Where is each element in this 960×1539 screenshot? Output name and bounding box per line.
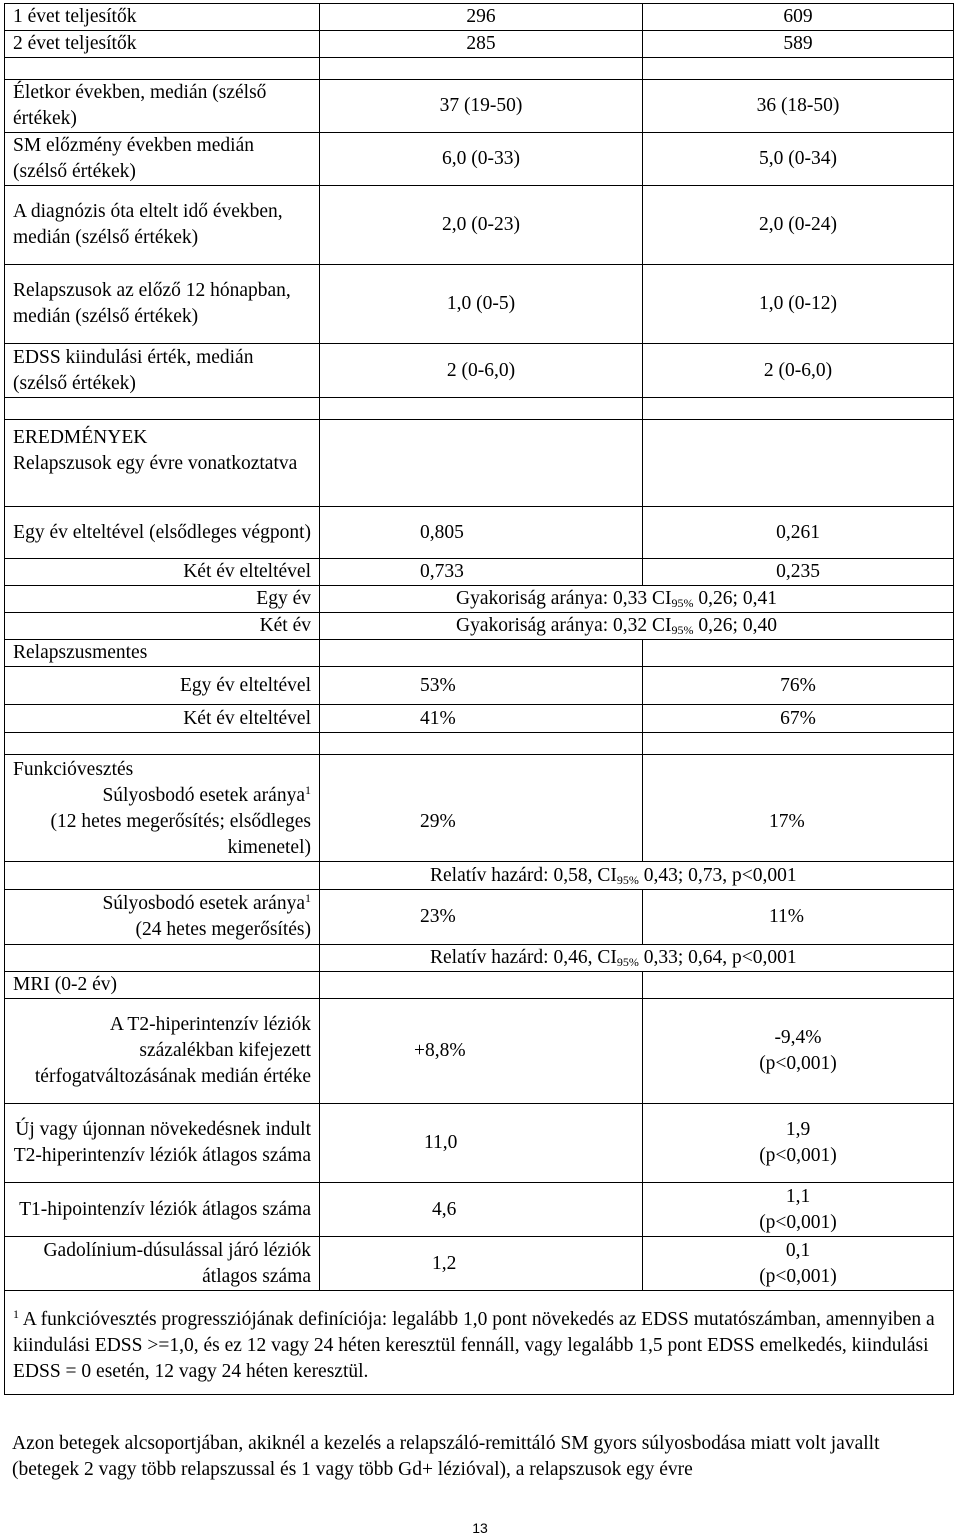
value-cell: 2 (0-6,0)	[320, 344, 643, 398]
label-cell: Életkor években, medián (szélső értékek)	[5, 80, 320, 133]
value-cell: 29%	[320, 755, 643, 862]
label-cell: Relapszusok az előző 12 hónapban, medián (szélső értékek)	[5, 265, 320, 344]
label-cell: Két év	[5, 613, 320, 640]
value-cell: 41%	[320, 705, 643, 733]
label-cell: Egy év	[5, 586, 320, 613]
label-cell: Súlyosbodó esetek aránya$^1$ (24 hetes megerősítés)	[5, 890, 320, 945]
body-paragraph: Azon betegek alcsoportjában, akiknél a kezelés a relapszáló-remittáló SM gyors súlyosbodása miatt volt javallt (betegek 2 vagy több relapszussal és 1 vagy több Gd+ lézióval), a relapszusok egy évre	[12, 1433, 880, 1480]
rate-ratio-cell: Gyakoriság aránya: 0,33 $CI_{95\%}$ 0,26; 0,41	[320, 586, 954, 613]
label-cell: (12 hetes megerősítés; elsődleges kimenetel)	[50, 811, 311, 858]
value-cell: 5,0 (0-34)	[643, 133, 954, 186]
rate-ratio-cell: Gyakoriság aránya: 0,32 $CI_{95\%}$ 0,26; 0,40	[320, 613, 954, 640]
value-cell: 53%	[320, 667, 643, 705]
results-table	[4, 3, 954, 1395]
label-cell: Egy év elteltével (elsődleges végpont)	[5, 507, 320, 559]
value-cell: 0,1 (p<0,001)	[643, 1237, 954, 1291]
label-cell: EDSS kiindulási érték, medián (szélső értékek)	[5, 344, 320, 398]
value-cell: 36 (18-50)	[643, 80, 954, 133]
label-cell: A diagnózis óta eltelt idő években, medián (szélső értékek)	[5, 186, 320, 265]
value-cell: 0,235	[643, 559, 954, 586]
value-cell: 1,9 (p<0,001)	[643, 1104, 954, 1183]
value-cell: 0,261	[643, 507, 954, 559]
section-heading-mri: MRI (0-2 év)	[5, 972, 320, 999]
label-cell: 2 évet teljesítők	[5, 31, 320, 58]
value-cell: 11%	[643, 890, 954, 945]
value-cell: -9,4% (p<0,001)	[643, 999, 954, 1104]
value-cell: 296	[320, 4, 643, 31]
label-cell: 1 évet teljesítők	[5, 4, 320, 31]
label-cell: T1-hipointenzív léziók átlagos száma	[5, 1183, 320, 1237]
value-cell: 1,0 (0-12)	[643, 265, 954, 344]
label-cell: Két év elteltével	[5, 559, 320, 586]
value-cell: 76%	[643, 667, 954, 705]
value-cell: 1,1 (p<0,001)	[643, 1183, 954, 1237]
label-cell: Súlyosbodó esetek aránya$^1$	[102, 783, 311, 806]
value-cell: 2,0 (0-24)	[643, 186, 954, 265]
value-cell: 1,0 (0-5)	[320, 265, 643, 344]
label-cell: Gadolínium-dúsulással járó léziók átlagos száma	[5, 1237, 320, 1291]
value-cell: 67%	[643, 705, 954, 733]
value-cell: 23%	[320, 890, 643, 945]
label-cell: Két év elteltével	[5, 705, 320, 733]
page-number: 13	[472, 1520, 488, 1536]
footnote: $^1$ A funkcióvesztés progressziójának definíciója: legalább 1,0 pont növekedés az EDSS mutatószámban, amennyiben a kiindulási EDSS >=1,0, és ez 12 vagy 24 héten keresztül fennáll, vagy legalább 1,5 pont EDSS emelkedés, kiindulási EDSS = 0 esetén, 12 vagy 24 héten keresztül.	[5, 1291, 954, 1395]
section-heading-disability: Funkcióvesztés	[13, 759, 134, 780]
value-cell: 11,0	[320, 1104, 643, 1183]
value-cell: 285	[320, 31, 643, 58]
label-cell: Új vagy újonnan növekedésnek indult T2-hiperintenzív léziók átlagos száma	[5, 1104, 320, 1183]
label-cell: Egy év elteltével	[5, 667, 320, 705]
value-cell: 37 (19-50)	[320, 80, 643, 133]
value-cell: 0,733	[320, 559, 643, 586]
value-cell: 0,805	[320, 507, 643, 559]
label-cell: SM előzmény években medián (szélső értékek)	[5, 133, 320, 186]
relapse-heading: Relapszusok egy évre vonatkoztatva	[13, 453, 298, 474]
value-cell: 6,0 (0-33)	[320, 133, 643, 186]
value-cell: 2 (0-6,0)	[643, 344, 954, 398]
relapse-free-heading: Relapszusmentes	[5, 640, 320, 667]
value-cell: 1,2	[320, 1237, 643, 1291]
value-cell: 17%	[643, 755, 954, 862]
value-cell: 2,0 (0-23)	[320, 186, 643, 265]
label-cell: A T2-hiperintenzív léziók százalékban kifejezett térfogatváltozásának medián értéke	[5, 999, 320, 1104]
section-heading-results: EREDMÉNYEK	[13, 427, 148, 448]
value-cell: 589	[643, 31, 954, 58]
value-cell: 4,6	[320, 1183, 643, 1237]
value-cell: 609	[643, 4, 954, 31]
hazard-ratio-cell: Relatív hazárd: 0,46, $CI_{95\%}$ 0,33; 0,64, p<0,001	[320, 945, 954, 972]
hazard-ratio-cell: Relatív hazárd: 0,58, $CI_{95\%}$ 0,43; 0,73, p<0,001	[320, 862, 954, 890]
value-cell: +8,8%	[320, 999, 643, 1104]
